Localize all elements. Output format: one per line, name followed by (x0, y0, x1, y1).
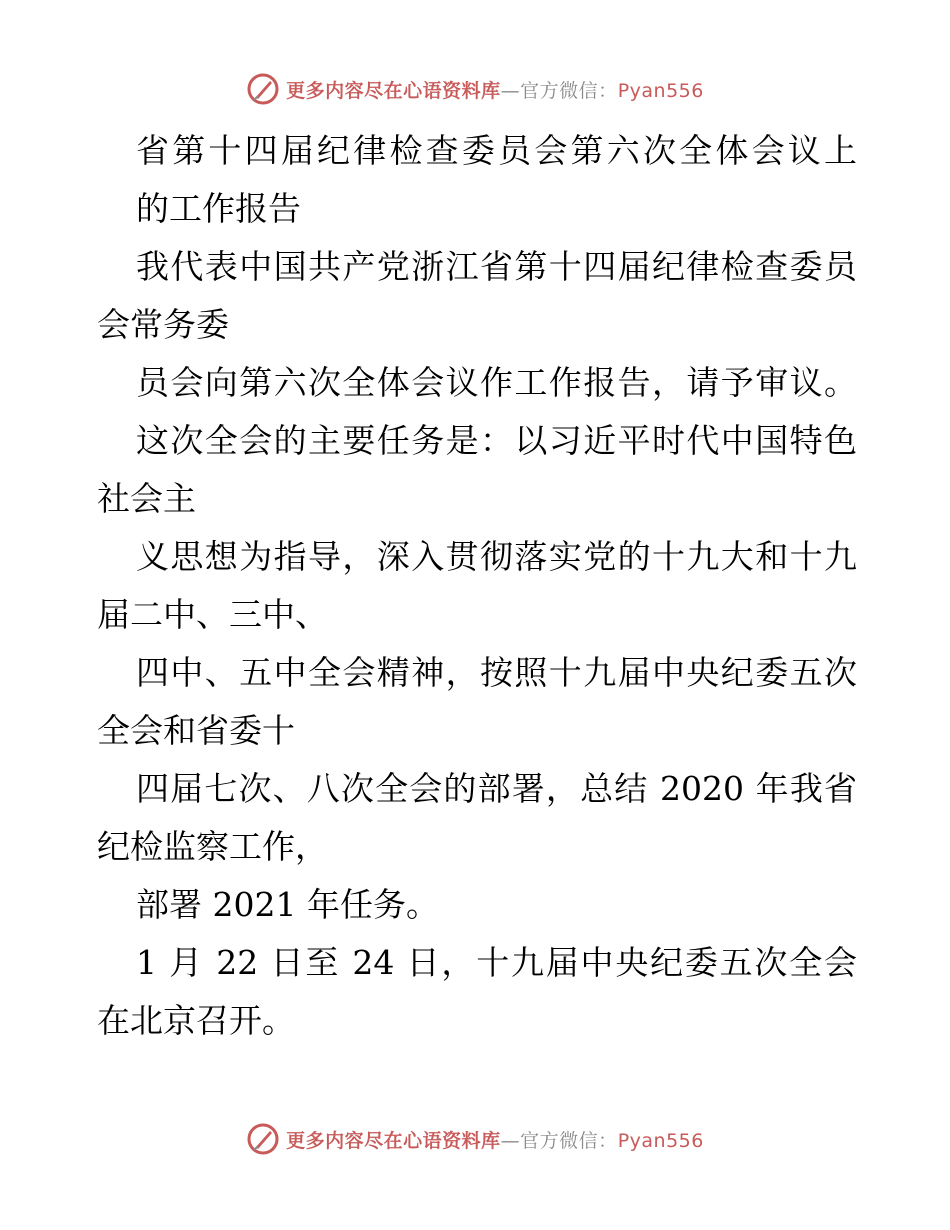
document-line: 义思想为指导，深入贯彻落实党的十九大和十九 (136, 537, 857, 576)
watermark-wechat-id: Pyan556 (617, 79, 704, 102)
document-line: 社会主 (97, 479, 196, 518)
watermark-wechat-label: —官方微信： (500, 1129, 618, 1152)
watermark-wechat-id: Pyan556 (617, 1129, 704, 1152)
header-watermark (0, 72, 950, 106)
document-body (97, 122, 857, 1050)
quill-logo-icon (246, 72, 280, 106)
watermark-library-name: 更多内容尽在心语资料库 (286, 79, 501, 102)
document-line: 全会和省委十 (97, 711, 295, 750)
quill-logo-icon (246, 1122, 280, 1156)
document-line: 纪检监察工作， (97, 827, 328, 866)
document-line: 四中、五中全会精神，按照十九届中央纪委五次 (136, 653, 857, 692)
document-line: 部署 2021 年任务。 (136, 885, 439, 924)
watermark-wechat-label: —官方微信： (500, 79, 618, 102)
watermark-text (286, 76, 704, 103)
document-line: 员会向第六次全体会议作工作报告，请予审议。 (136, 363, 857, 402)
document-line: 这次全会的主要任务是：以习近平时代中国特色 (136, 421, 857, 460)
document-line: 的工作报告 (136, 189, 301, 228)
watermark-text (286, 1126, 704, 1153)
footer-watermark (0, 1122, 950, 1156)
document-line: 会常务委 (97, 305, 229, 344)
document-line: 1 月 22 日至 24 日，十九届中央纪委五次全会 (136, 943, 857, 982)
document-line: 我代表中国共产党浙江省第十四届纪律检查委员 (136, 247, 857, 286)
document-line: 省第十四届纪律检查委员会第六次全体会议上 (136, 131, 857, 170)
watermark-library-name: 更多内容尽在心语资料库 (286, 1129, 501, 1152)
document-line: 届二中、三中、 (97, 595, 328, 634)
document-line: 四届七次、八次全会的部署，总结 2020 年我省 (136, 769, 857, 808)
document-line: 在北京召开。 (97, 1001, 295, 1040)
